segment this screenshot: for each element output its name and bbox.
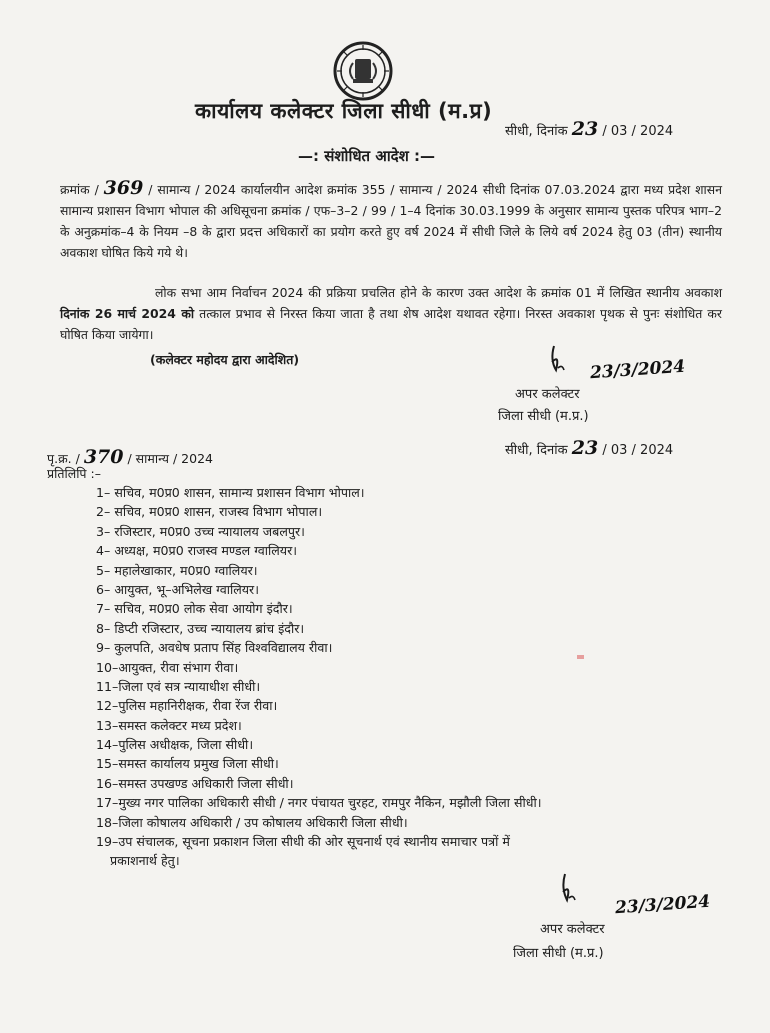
list-item: 3– रजिस्टार, म0प्र0 उच्च न्यायालय जबलपुर। [96, 523, 305, 539]
date-day-handwritten: 23 [571, 118, 599, 140]
list-item: 1– सचिव, म0प्र0 शासन, सामान्य प्रशासन विभाग भोपाल। [96, 485, 365, 500]
list-item: 16–समस्त उपखण्ड अधिकारी जिला सीधी। [96, 775, 294, 791]
endorsement-date [505, 437, 673, 459]
order-ref-prefix: क्रमांक / [60, 182, 99, 197]
list-item: 13–समस्त कलेक्टर मध्य प्रदेश। [96, 717, 242, 733]
list-item: 14–पुलिस अधीक्षक, जिला सीधी। [96, 737, 254, 753]
recipient-19-line1: 19–उप संचालक, सूचना प्रकाशन जिला सीधी की ओर सूचनार्थ एवं स्थानीय समाचार पत्रों में [96, 834, 510, 850]
list-item: 5– महालेखाकार, म0प्र0 ग्वालियर। [96, 562, 258, 578]
order-ref-number-handwritten: 369 [103, 177, 144, 199]
list-item: 18–जिला कोषालय अधिकारी / उप कोषालय अधिकारी जिला सीधी। [96, 814, 408, 830]
list-item: 7– सचिव, म0प्र0 लोक सेवा आयोग इंदौर। [96, 601, 293, 617]
office-title: कार्यालय कलेक्टर जिला सीधी (म.प्र) [195, 99, 493, 123]
para2-cancelled-date: दिनांक 26 मार्च 2024 को [60, 306, 195, 321]
endorsement-ref-suffix: / सामान्य / 2024 [127, 451, 213, 466]
recipient-19-line2: प्रकाशनार्थ हेतु। [110, 853, 180, 869]
endorsement-date-prefix: सीधी, दिनांक [505, 443, 568, 458]
endorsement-ref-number-handwritten: 370 [83, 446, 124, 468]
order-paragraph-1 [60, 178, 722, 263]
date-rest: / 03 / 2024 [602, 124, 674, 139]
list-item [96, 832, 666, 870]
list-item: 6– आयुक्त, भू–अभिलेख ग्वालियर। [96, 581, 259, 597]
signature-1-district: जिला सीधी (म.प्र.) [498, 409, 589, 424]
list-item: 9– कुलपति, अवधेष प्रताप सिंह विश्वविद्यालय रीवा। [96, 640, 333, 656]
order-body-line1: कार्यालयीन आदेश क्रमांक 355 / सामान्य / 2024 सीधी दिनांक 07.03.2024 [240, 182, 616, 197]
state-emblem-seal [333, 41, 393, 101]
signature-1-designation: अपर कलेक्टर [515, 387, 580, 402]
date-prefix: सीधी, दिनांक [505, 124, 568, 139]
list-item: 11–जिला एवं सत्र न्यायाधीश सीधी। [96, 678, 261, 694]
order-paragraph-2 [60, 282, 722, 345]
list-item: 8– डिप्टी रजिस्टार, उच्च न्यायालय ब्रांच इंदौर। [96, 620, 305, 636]
endorsement-ref-prefix: पृ.क्र. / [47, 451, 80, 466]
order-ref-suffix: / सामान्य / 2024 [148, 182, 236, 197]
copy-to-label: प्रतिलिपि :– [47, 466, 101, 481]
list-item: 15–समस्त कार्यालय प्रमुख जिला सीधी। [96, 756, 279, 772]
signature-2-date-handwritten: 23/3/2024 [614, 891, 711, 919]
recipient-list [96, 483, 666, 870]
subject-heading: —: संशोधित आदेश :— [298, 147, 436, 165]
signature-2-district: जिला सीधी (म.प्र.) [513, 946, 604, 961]
list-item: 12–पुलिस महानिरीक्षक, रीवा रेंज रीवा। [96, 698, 278, 714]
endorsement-date-day-handwritten: 23 [571, 437, 599, 459]
list-item: 4– अध्यक्ष, म0प्र0 राजस्व मण्डल ग्वालियर। [96, 543, 298, 559]
list-item: 17–मुख्य नगर पालिका अधिकारी सीधी / नगर पंचायत चुरहट, रामपुर नैकिन, मझौली जिला सीधी। [96, 795, 542, 811]
order-date [505, 118, 673, 140]
ink-mark [577, 655, 584, 659]
para2-end: तत्काल प्रभाव से निरस्त किया जाता है तथा शेष आदेश यथावत रहेगा। निरस्त अवकाश पृथक से पुनः संशोधित कर घोषित किया जायेगा। [60, 306, 722, 342]
list-item: 10–आयुक्त, रीवा संभाग रीवा। [96, 659, 239, 675]
list-item: 2– सचिव, म0प्र0 शासन, राजस्व विभाग भोपाल। [96, 504, 323, 520]
endorsement-date-rest: / 03 / 2024 [602, 443, 674, 458]
signature-1-date-handwritten: 23/3/2024 [589, 356, 686, 384]
order-body: द्वारा मध्य प्रदेश शासन सामान्य प्रशासन विभाग भोपाल की अधिसूचना क्रमांक / एफ–3–2 / 99 / 1–4 दिनांक 30.03.1999 के अनुसार सामान्य पुस्तक परिपत्र भाग–2 के अनुक्रमांक–4 के नियम –8 के द्वारा प्रदत्त अधिकारों का प्रयोग करते हुए वर्ष 2024 में सीधी जिले के लिये वर्ष 2024 हेतु 03 (तीन) स्थानीय अवकाश घोषित किये गये थे। [60, 182, 722, 260]
para2-start: लोक सभा आम निर्वाचन 2024 की प्रक्रिया प्रचलित होने के कारण उक्त आदेश के क्रमांक 01 में लिखित स्थानीय अवकाश [155, 285, 722, 300]
signature-2-designation: अपर कलेक्टर [540, 922, 605, 937]
ordered-by-note: (कलेक्टर महोदय द्वारा आदेशित) [150, 352, 300, 367]
